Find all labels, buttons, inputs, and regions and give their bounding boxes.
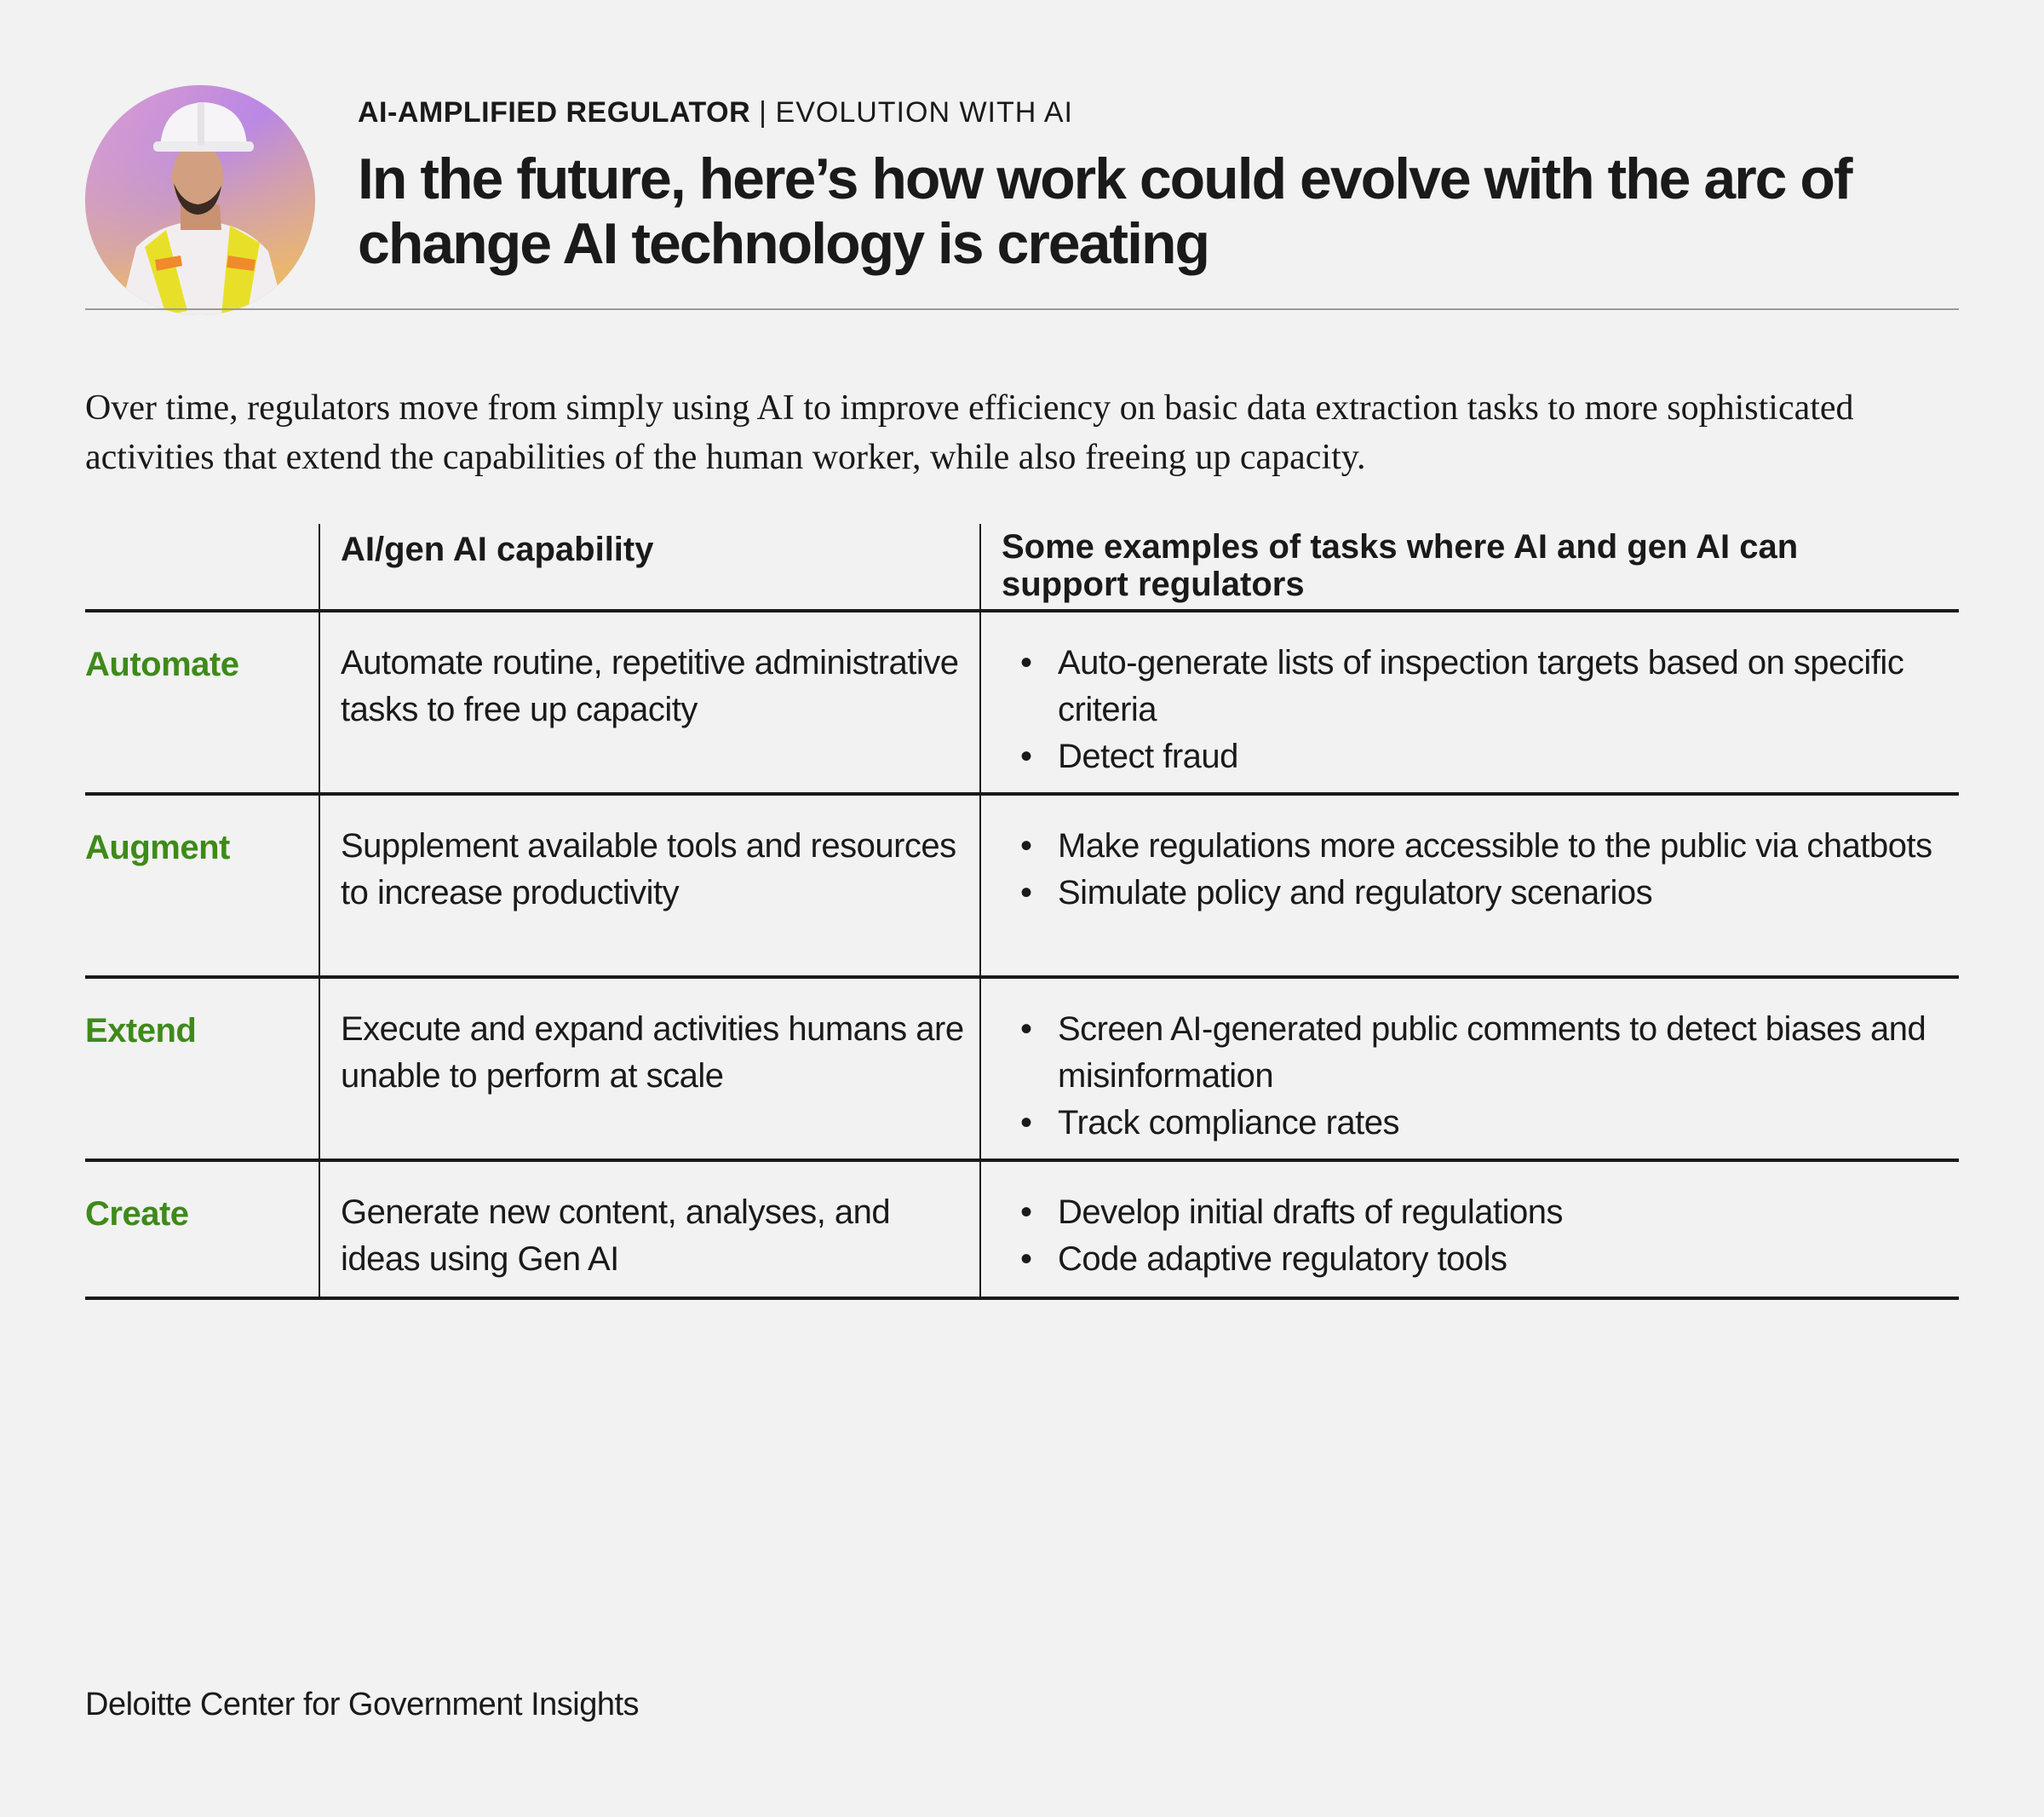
table-row <box>85 1162 1959 1297</box>
bullet: • <box>1020 738 1032 775</box>
kicker-subtitle: EVOLUTION WITH AI <box>775 96 1073 129</box>
stage-label: Automate <box>85 646 239 683</box>
examples-list <box>1002 640 1955 780</box>
kicker <box>358 96 1073 129</box>
capability-text: Generate new content, analyses, and ideas using Gen AI <box>341 1193 891 1278</box>
examples-list <box>1002 1189 1955 1283</box>
capability-text: Supplement available tools and resources to increase productivity <box>341 827 956 911</box>
capability-text: Automate routine, repetitive administrative tasks to free up capacity <box>341 644 959 728</box>
table-row <box>85 796 1959 975</box>
bullet: • <box>1020 827 1032 865</box>
bullet: • <box>1020 644 1032 681</box>
example-text: Code adaptive regulatory tools <box>1058 1240 1507 1278</box>
list-item <box>1002 733 1955 780</box>
bullet: • <box>1020 1240 1032 1278</box>
kicker-separator: | <box>759 96 767 129</box>
bullet: • <box>1020 874 1032 911</box>
worker-avatar <box>85 85 315 315</box>
bullet: • <box>1020 1193 1032 1231</box>
list-item <box>1002 1189 1955 1236</box>
example-text: Auto-generate lists of inspection targets based on specific criteria <box>1058 644 1904 728</box>
stage-label: Extend <box>85 1012 197 1049</box>
bullet: • <box>1020 1010 1032 1048</box>
list-item <box>1002 870 1955 917</box>
table-row <box>85 612 1959 792</box>
column-header-examples: Some examples of tasks where AI and gen AI can support regulators <box>1002 528 1799 603</box>
list-item <box>1002 823 1955 870</box>
source-footer: Deloitte Center for Government Insights <box>85 1687 640 1722</box>
list-item <box>1002 1006 1955 1100</box>
page-title: In the future, here’s how work could evolve with the arc of change AI technology is creating <box>358 147 1852 276</box>
capability-table <box>85 524 1959 1278</box>
example-text: Simulate policy and regulatory scenarios <box>1058 874 1653 911</box>
list-item <box>1002 640 1955 733</box>
example-text: Track compliance rates <box>1058 1104 1399 1141</box>
examples-list <box>1002 823 1955 917</box>
example-text: Develop initial drafts of regulations <box>1058 1193 1563 1231</box>
table-header <box>85 524 1959 609</box>
intro-paragraph: Over time, regulators move from simply using AI to improve efficiency on basic data extraction tasks to more sophisticated activities that extend the capabilities of the human worker, while also freeing up capacity. <box>85 388 1854 477</box>
example-text: Screen AI-generated public comments to detect biases and misinformation <box>1058 1010 1926 1095</box>
row-divider <box>85 1297 1959 1300</box>
examples-list <box>1002 1006 1955 1147</box>
example-text: Make regulations more accessible to the public via chatbots <box>1058 827 1932 865</box>
kicker-category: AI-AMPLIFIED REGULATOR <box>358 96 751 129</box>
list-item <box>1002 1236 1955 1283</box>
table-row <box>85 979 1959 1159</box>
column-header-capability: AI/gen AI capability <box>341 531 654 568</box>
list-item <box>1002 1100 1955 1147</box>
stage-label: Create <box>85 1195 189 1233</box>
stage-label: Augment <box>85 829 230 866</box>
example-text: Detect fraud <box>1058 738 1238 775</box>
header-divider <box>85 308 1959 310</box>
capability-text: Execute and expand activities humans are unable to perform at scale <box>341 1010 964 1095</box>
bullet: • <box>1020 1104 1032 1141</box>
